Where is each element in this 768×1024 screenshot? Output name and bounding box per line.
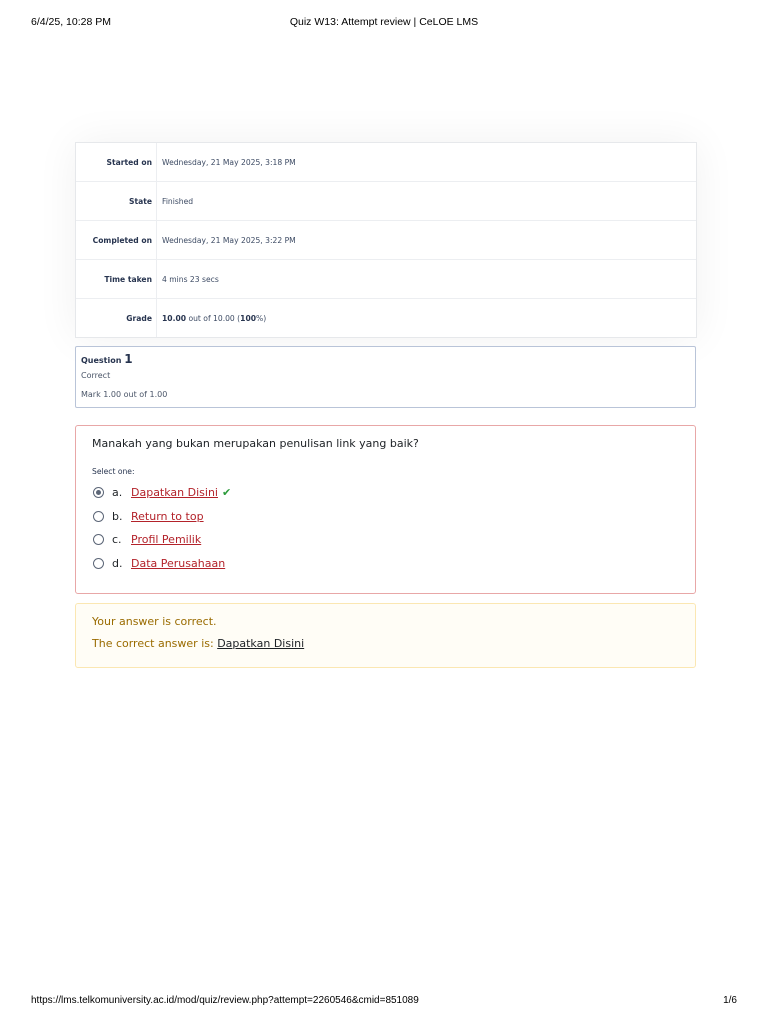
print-datetime: 6/4/25, 10:28 PM <box>31 16 111 28</box>
question-info-box <box>75 346 696 408</box>
print-footer <box>31 995 737 1009</box>
state-label: State <box>76 182 157 220</box>
print-url: https://lms.telkomuniversity.ac.id/mod/quiz/review.php?attempt=2260546&cmid=851089 <box>31 995 419 1006</box>
state-value: Finished <box>162 196 194 206</box>
summary-row-completed <box>76 221 696 260</box>
completed-on-label: Completed on <box>76 221 157 259</box>
option-text[interactable]: Dapatkan Disini <box>131 485 218 499</box>
started-on-value: Wednesday, 21 May 2025, 3:18 PM <box>162 157 296 167</box>
question-mark: Mark 1.00 out of 1.00 <box>81 390 168 399</box>
radio-icon[interactable] <box>93 534 104 545</box>
radio-selected-icon[interactable] <box>93 487 104 498</box>
grade-value <box>157 314 266 323</box>
radio-icon[interactable] <box>93 511 104 522</box>
select-one-prompt: Select one: <box>92 467 135 476</box>
answer-option-a[interactable] <box>93 484 231 500</box>
print-page-title: Quiz W13: Attempt review | CeLOE LMS <box>289 16 479 28</box>
time-taken-value: 4 mins 23 secs <box>162 274 219 284</box>
summary-row-state <box>76 182 696 221</box>
summary-row-grade <box>76 299 696 337</box>
feedback-box <box>75 603 696 668</box>
summary-row-started <box>76 143 696 182</box>
answer-option-d[interactable] <box>93 555 225 571</box>
grade-percent: 100 <box>240 313 257 323</box>
question-formulation <box>75 425 696 594</box>
time-taken-label: Time taken <box>76 260 157 298</box>
grade-out-of: out of 10.00 ( <box>186 313 241 323</box>
option-letter: a. <box>112 485 123 499</box>
option-letter: b. <box>112 509 123 523</box>
answer-option-c[interactable] <box>93 531 201 547</box>
answer-option-b[interactable] <box>93 508 204 524</box>
right-answer-prefix: The correct answer is: <box>92 637 218 650</box>
grade-label: Grade <box>76 299 157 337</box>
question-state: Correct <box>81 371 111 380</box>
question-number-value: 1 <box>124 352 133 366</box>
specific-feedback: Your answer is correct. <box>92 615 217 628</box>
grade-score: 10.00 <box>162 313 187 323</box>
question-number <box>81 352 133 366</box>
option-text[interactable]: Profil Pemilik <box>131 532 202 546</box>
right-answer-link[interactable]: Dapatkan Disini <box>217 637 305 650</box>
correct-check-icon: ✔ <box>221 485 232 499</box>
print-page-number: 1/6 <box>723 995 737 1006</box>
question-number-label: Question <box>81 356 125 365</box>
completed-on-value: Wednesday, 21 May 2025, 3:22 PM <box>162 235 296 245</box>
option-text[interactable]: Return to top <box>131 509 204 523</box>
option-letter: c. <box>112 532 122 546</box>
attempt-summary-table <box>75 142 697 338</box>
option-text[interactable]: Data Perusahaan <box>131 556 226 570</box>
radio-icon[interactable] <box>93 558 104 569</box>
option-letter: d. <box>112 556 123 570</box>
question-text: Manakah yang bukan merupakan penulisan link yang baik? <box>92 437 419 450</box>
print-header <box>31 16 737 30</box>
started-on-label: Started on <box>76 143 157 181</box>
summary-row-time <box>76 260 696 299</box>
right-answer <box>92 637 304 650</box>
grade-percent-suffix: %) <box>256 313 267 323</box>
